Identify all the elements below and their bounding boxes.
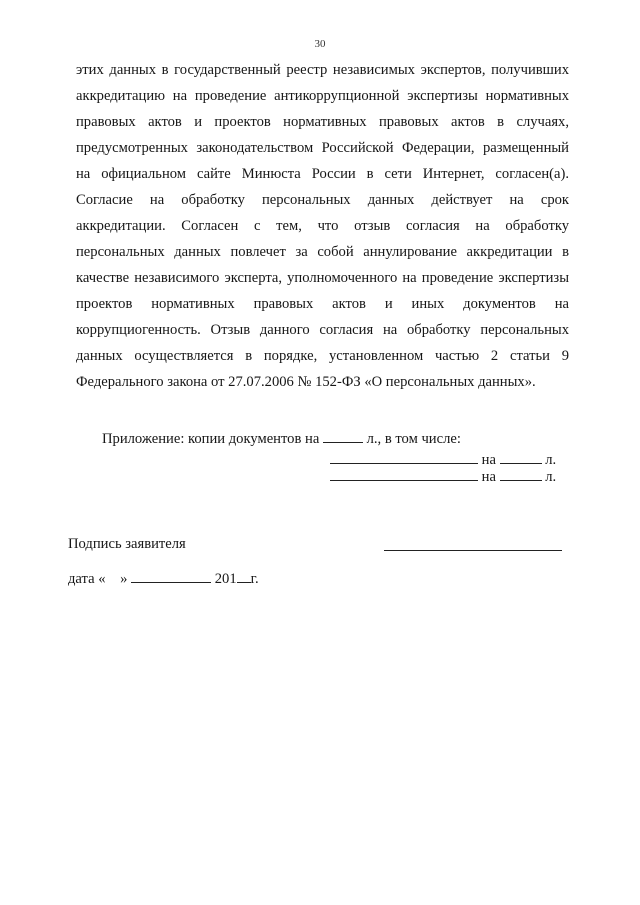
date-line — [68, 570, 259, 588]
appendix-item-title-blank[interactable] — [330, 451, 478, 464]
appendix-item-pages-blank[interactable] — [500, 451, 542, 464]
date-month-blank[interactable] — [131, 570, 211, 583]
paragraph-line: аккредитации. Согласен с тем, что отзыв согласия на обработку — [76, 218, 569, 234]
appendix-pages-blank[interactable] — [323, 430, 363, 443]
appendix-item-on: на — [481, 469, 496, 485]
date-prefix: дата « — [68, 571, 106, 587]
paragraph-line: предусмотренных законодательством Российской Федерации, размещенный — [76, 140, 569, 156]
paragraph-line: этих данных в государственный реестр независимых экспертов, получивших — [76, 62, 569, 78]
signature-blank[interactable] — [384, 550, 562, 551]
date-year-suffix: г. — [250, 571, 259, 587]
appendix-item-unit: л. — [545, 452, 557, 468]
appendix-item-unit: л. — [545, 469, 557, 485]
paragraph-line: на официальном сайте Минюста России в сети Интернет, согласен(а). — [76, 166, 569, 182]
date-year-prefix: 201 — [214, 571, 237, 587]
date-year-blank[interactable] — [237, 570, 251, 583]
paragraph-line: персональных данных повлечет за собой аннулирование аккредитации в — [76, 244, 569, 260]
appendix-item-on: на — [481, 452, 496, 468]
paragraph-line: качестве независимого эксперта, уполномоченного на проведение экспертизы — [76, 270, 569, 286]
paragraph-line: правовых актов и проектов нормативных правовых актов в случаях, — [76, 114, 569, 130]
paragraph-line: проектов нормативных правовых актов и иных документов на — [76, 296, 569, 312]
page-number: 30 — [314, 38, 326, 50]
date-quote-close: » — [120, 571, 128, 587]
appendix-item-1 — [330, 451, 556, 469]
appendix-suffix: л., в том числе: — [366, 431, 461, 447]
paragraph-line: аккредитацию на проведение антикоррупционной экспертизы нормативных — [76, 88, 569, 104]
appendix-line — [102, 430, 461, 448]
consent-paragraph — [76, 57, 569, 395]
appendix-item-title-blank[interactable] — [330, 468, 478, 481]
paragraph-line: Согласие на обработку персональных данных действует на срок — [76, 192, 569, 208]
paragraph-line: коррупциогенность. Отзыв данного согласия на обработку персональных — [76, 322, 569, 338]
appendix-item-pages-blank[interactable] — [500, 468, 542, 481]
appendix-item-2 — [330, 468, 556, 486]
signature-label: Подпись заявителя — [68, 536, 186, 552]
appendix-prefix: Приложение: копии документов на — [102, 431, 320, 447]
paragraph-line: Федерального закона от 27.07.2006 № 152-ФЗ «О персональных данных». — [76, 374, 536, 390]
paragraph-line: данных осуществляется в порядке, установленном частью 2 статьи 9 — [76, 348, 569, 364]
